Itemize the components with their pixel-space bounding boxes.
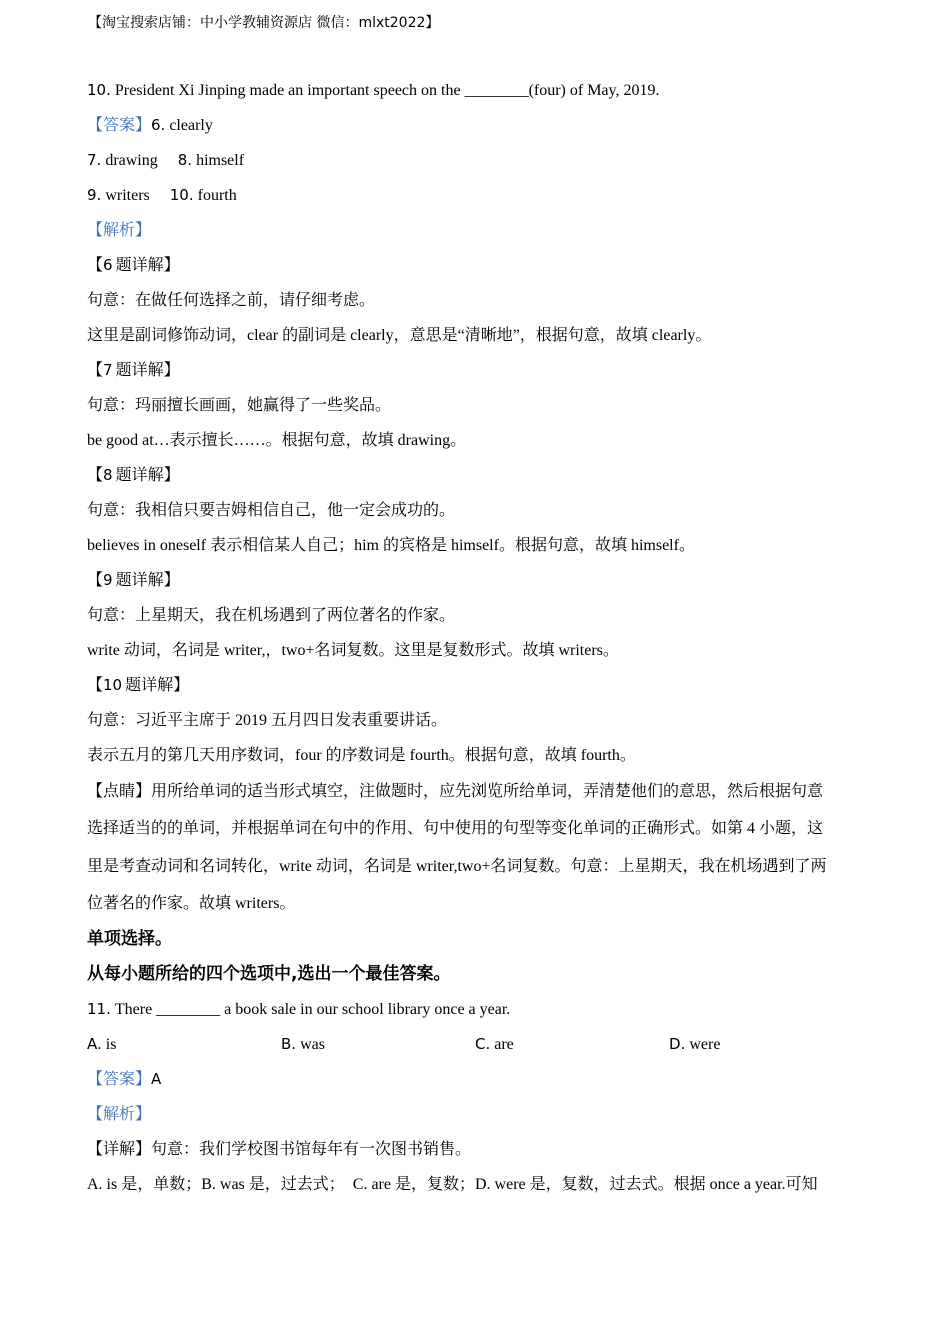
option-text: were xyxy=(689,1036,721,1054)
option-letter: D. xyxy=(669,1035,686,1054)
question-number: 10. xyxy=(87,81,111,99)
option-letter: C. xyxy=(475,1035,491,1054)
document-body xyxy=(87,73,887,1202)
answer-number: 6. xyxy=(151,116,166,134)
question-11 xyxy=(87,992,887,1027)
question-text-after: (four) of May, 2019. xyxy=(528,82,660,99)
question-11-answer xyxy=(87,1062,887,1097)
detail-title-9 xyxy=(87,563,887,598)
answer-word: drawing xyxy=(105,152,158,169)
detail-meaning-9: 句意：上星期天，我在机场遇到了两位著名的作家。 xyxy=(87,607,456,624)
detail-meaning-7: 句意：玛丽擅长画画，她赢得了一些奖品。 xyxy=(87,397,392,414)
detail-meaning-8: 句意：我相信只要吉姆相信自己，他一定会成功的。 xyxy=(87,502,456,519)
option-d xyxy=(669,1027,863,1062)
answer-label: 【答案】 xyxy=(87,1071,152,1089)
question-11-analysis-label: 【解析】 xyxy=(87,1106,152,1124)
detail-title-open: 【 xyxy=(87,362,104,379)
answer-line-3 xyxy=(87,178,887,213)
tip-line-2: 选择适当的的单词，并根据单词在句中的作用、句中使用的句型等变化单词的正确形式。如第 4 小题，这 xyxy=(87,820,824,838)
detail-explanation-6: 这里是副词修饰动词，clear 的副词是 clearly，意思是“清晰地”，根据句意，故填 clearly。 xyxy=(87,327,712,344)
tip-line-3: 里是考查动词和名词转化，write 动词，名词是 writer,two+名词复数。句意：上星期天，我在机场遇到了两 xyxy=(87,857,827,875)
answer-number: 9. xyxy=(87,186,102,204)
detail-title-open: 【 xyxy=(87,677,104,694)
detail-title-7 xyxy=(87,353,887,388)
option-letter: B. xyxy=(281,1035,297,1054)
page-header-watermark: 【淘宝搜索店铺：中小学教辅资源店 微信：mlxt2022】 xyxy=(88,15,440,31)
detail-explanation-10: 表示五月的第几天用序数词，four 的序数词是 fourth。根据句意，故填 fourth。 xyxy=(87,747,636,764)
question-text-before: President Xi Jinping made an important speech on the xyxy=(114,82,465,99)
detail-title-open: 【 xyxy=(87,467,104,484)
detail-title-close: 题详解】 xyxy=(115,572,180,589)
detail-title-10 xyxy=(87,668,887,703)
answer-number: 8. xyxy=(177,151,193,169)
answer-label: 【答案】 xyxy=(87,117,152,134)
question-11-detail: 【详解】句意：我们学校图书馆每年有一次图书销售。 xyxy=(87,1141,472,1159)
detail-title-8 xyxy=(87,458,887,493)
answer-number: 10. xyxy=(169,186,194,204)
tip-text: 用所给单词的适当形式填空，注做题时，应先浏览所给单词，弄清楚他们的意思，然后根据句意 xyxy=(151,783,824,800)
section-title: 单项选择。 xyxy=(87,929,172,950)
answer-word: clearly xyxy=(169,117,213,134)
answer-line-1 xyxy=(87,108,887,143)
detail-meaning-6: 句意：在做任何选择之前，请仔细考虑。 xyxy=(87,292,376,309)
answer-word: himself xyxy=(196,152,245,169)
question-text: There ________ a book sale in our school library once a year. xyxy=(114,1001,511,1019)
question-blank: ________ xyxy=(464,82,529,99)
option-a xyxy=(87,1027,281,1062)
detail-title-open: 【 xyxy=(87,257,104,274)
detail-explanation-7: be good at…表示擅长……。根据句意，故填 drawing。 xyxy=(87,432,467,449)
detail-title-number: 7 xyxy=(103,361,113,379)
detail-explanation-8: believes in oneself 表示相信某人自己；him 的宾格是 himself。根据句意，故填 himself。 xyxy=(87,537,695,554)
answer-word: fourth xyxy=(197,187,237,204)
tip-line-4: 位著名的作家。故填 writers。 xyxy=(87,894,296,912)
option-b xyxy=(281,1027,475,1062)
answer-number: 7. xyxy=(87,151,102,169)
detail-explanation-9: write 动词，名词是 writer,，two+名词复数。这里是复数形式。故填 writers。 xyxy=(87,642,619,659)
detail-title-number: 10 xyxy=(103,676,123,694)
tip-line-1 xyxy=(87,773,887,810)
detail-title-close: 题详解】 xyxy=(125,677,190,694)
detail-title-number: 9 xyxy=(103,571,113,589)
detail-title-open: 【 xyxy=(87,572,104,589)
detail-title-number: 6 xyxy=(103,256,113,274)
detail-title-close: 题详解】 xyxy=(115,257,180,274)
detail-title-close: 题详解】 xyxy=(115,467,180,484)
answer-line-2 xyxy=(87,143,887,178)
option-text: is xyxy=(105,1036,117,1054)
question-11-explanation: A. is 是，单数；B. was 是，过去式； C. are 是，复数；D. were 是，复数，过去式。根据 once a year.可知 xyxy=(87,1176,818,1194)
detail-title-close: 题详解】 xyxy=(115,362,180,379)
question-10 xyxy=(87,73,887,108)
option-text: are xyxy=(494,1036,514,1054)
option-text: was xyxy=(300,1036,325,1054)
section-instruction: 从每小题所给的四个选项中,选出一个最佳答案。 xyxy=(87,964,451,985)
detail-title-6 xyxy=(87,248,887,283)
answer-value: A xyxy=(151,1070,162,1089)
question-11-options xyxy=(87,1027,887,1062)
analysis-label: 【解析】 xyxy=(87,222,152,239)
detail-title-number: 8 xyxy=(103,466,113,484)
option-c xyxy=(475,1027,669,1062)
question-number: 11. xyxy=(87,1000,111,1019)
tip-label: 【点睛】 xyxy=(87,783,152,800)
detail-meaning-10: 句意：习近平主席于 2019 五月四日发表重要讲话。 xyxy=(87,712,448,729)
answer-word: writers xyxy=(105,187,150,204)
option-letter: A. xyxy=(87,1035,102,1054)
